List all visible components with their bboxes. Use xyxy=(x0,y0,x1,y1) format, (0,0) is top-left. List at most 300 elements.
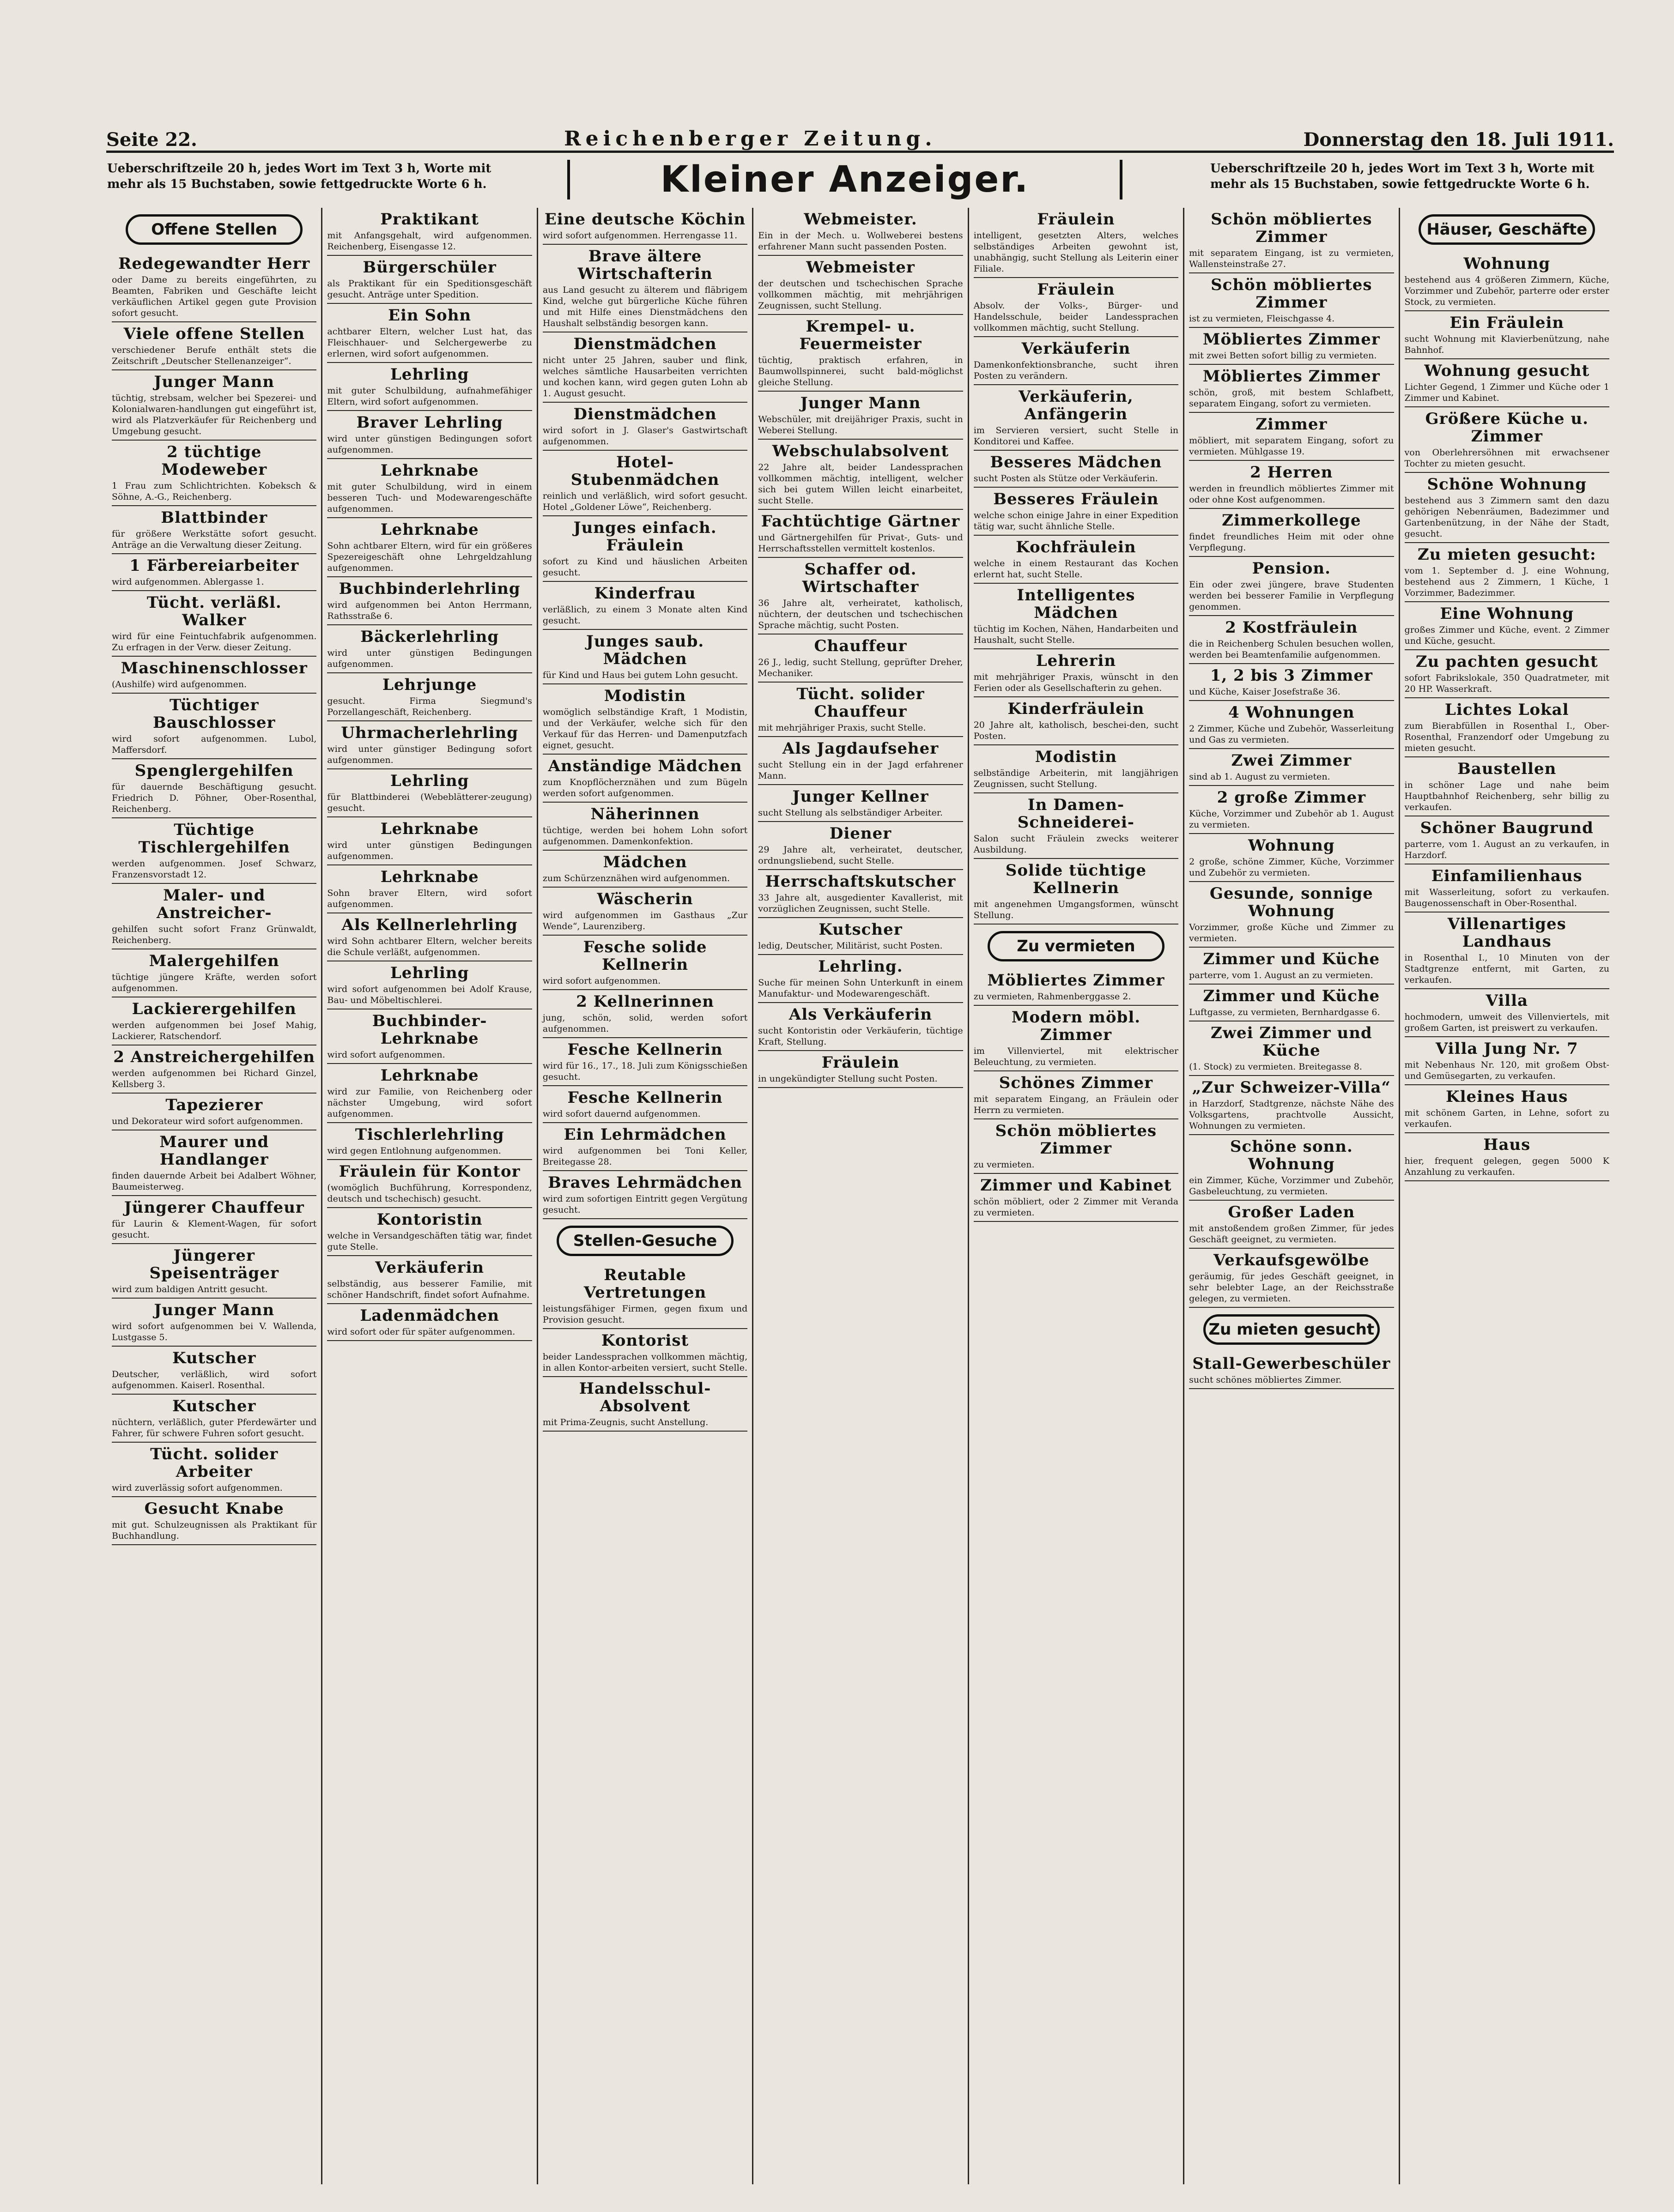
ad-text: tüchtig, strebsam, welcher bei Spezerei- und Kolonialwaren-handlungen gut eingeführt ist, wird als Platzverkäufer für Reichenberg und Umgebung gesucht. xyxy=(112,393,317,436)
ad-text: wird aufgenommen bei Toni Keller, Breitegasse 28. xyxy=(542,1146,748,1167)
classified-ad xyxy=(758,822,963,870)
ad-text: wird für 16., 17., 18. Juli zum Königsschießen gesucht. xyxy=(542,1061,748,1082)
ad-heading: Besseres Mädchen xyxy=(990,453,1162,471)
ad-heading: Zimmer xyxy=(1256,415,1328,434)
ad-heading: Schöner Baugrund xyxy=(1420,819,1594,837)
ad-text: Suche für meinen Sohn Unterkunft in einem Manufaktur- und Modewarengeschäft. xyxy=(758,978,963,999)
ad-text: mit Prima-Zeugnis, sucht Anstellung. xyxy=(542,1417,709,1427)
ad-text: wird unter günstigen Bedingungen sofort aufgenommen. xyxy=(327,434,532,455)
ad-text: wird sofort in J. Glaser's Gastwirtschaft aufgenommen. xyxy=(542,425,748,447)
ad-heading: Ein Lehrmädchen xyxy=(564,1125,727,1144)
ad-text: wird sofort aufgenommen. xyxy=(542,976,661,986)
classified-ad xyxy=(1405,1037,1609,1085)
ad-text: und Küche, Kaiser Josefstraße 36. xyxy=(1189,687,1340,697)
ad-heading: Modern möbl. Zimmer xyxy=(1011,1008,1141,1044)
ad-text: womöglich selbständige Kraft, 1 Modistin, und der Verkäufer, welche sich für den Verkauf für das Herren- und Damenputzfach eignet, gesucht. xyxy=(542,707,748,750)
ad-text: für dauernde Beschäftigung gesucht. Friedrich D. Pöhner, Ober-Rosenthal, Reichenberg. xyxy=(112,782,317,814)
classified-ad xyxy=(758,918,963,955)
column-3 xyxy=(538,208,753,2184)
classified-ad xyxy=(543,245,747,332)
ad-text: (Aushilfe) wird aufgenommen. xyxy=(112,679,247,689)
ad-heading: 2 tüchtige Modeweber xyxy=(161,443,267,479)
rate-note-right: Ueberschriftzeile 20 h, jedes Wort im Text 3 h, Worte mit mehr als 15 Buchstaben, sowie fettgedruckte Worte 6 h. xyxy=(1210,162,1595,191)
ad-heading: Tüchtige Tischlergehilfen xyxy=(138,821,290,857)
ad-heading: Lehrknabe xyxy=(380,820,479,838)
ad-heading: Solide tüchtige Kellnerin xyxy=(1005,861,1146,897)
classified-ad xyxy=(543,1038,747,1086)
ad-heading: Villenartiges Landhaus xyxy=(1447,915,1566,951)
ad-text: parterre, vom 1. August an zu verkaufen, in Harzdorf. xyxy=(1404,839,1609,860)
ad-text: mit Nebenhaus Nr. 120, mit großem Obst- und Gemüsegarten, zu verkaufen. xyxy=(1404,1060,1609,1081)
ad-heading: Haus xyxy=(1483,1136,1531,1154)
ad-heading: Anständige Mädchen xyxy=(548,757,742,775)
ad-text: mit mehrjähriger Praxis, sucht Stelle. xyxy=(758,723,926,733)
newspaper-name: Reichenberger Zeitung. xyxy=(564,127,937,151)
ad-text: zu vermieten, Rahmenberggasse 2. xyxy=(973,991,1131,1002)
ad-heading: Kleines Haus xyxy=(1446,1088,1568,1106)
column-2 xyxy=(322,208,538,2184)
classified-ad xyxy=(1405,252,1609,311)
ad-heading: Maschinenschlosser xyxy=(121,659,308,677)
ad-text: mit guter Schulbildung, wird in einem besseren Tuch- und Modewarengeschäfte aufgenommen. xyxy=(327,482,532,514)
ad-text: schön möbliert, oder 2 Zimmer mit Veranda zu vermieten. xyxy=(973,1197,1179,1218)
classified-ad xyxy=(543,1329,747,1377)
ad-text: Luftgasse, zu vermieten, Bernhardgasse 6. xyxy=(1189,1007,1380,1017)
classified-ad xyxy=(543,1263,747,1329)
classified-ad xyxy=(327,625,532,673)
ad-heading: Fräulein für Kontor xyxy=(339,1162,521,1181)
ad-heading: Lichtes Lokal xyxy=(1444,701,1569,719)
classified-ad xyxy=(327,769,532,817)
ad-heading: Junges einfach. Fräulein xyxy=(573,519,717,555)
ad-heading: Möbliertes Zimmer xyxy=(1202,367,1380,386)
ad-text: sucht Wohnung mit Klavierbenützung, nahe Bahnhof. xyxy=(1404,334,1609,355)
ad-heading: Kutscher xyxy=(172,1397,256,1415)
ad-heading: Pension. xyxy=(1252,559,1331,578)
ad-heading: Lehrling xyxy=(390,772,469,790)
ad-heading: Malergehilfen xyxy=(149,952,279,970)
ad-heading: Eine deutsche Köchin xyxy=(544,210,746,229)
ad-heading: Schönes Zimmer xyxy=(999,1074,1153,1092)
classified-ad xyxy=(112,506,316,554)
ad-text: werden aufgenommen bei Josef Mahig, Lackierer, Ratschendorf. xyxy=(112,1020,317,1041)
classified-ad xyxy=(543,208,747,245)
ad-heading: 2 Herren xyxy=(1250,463,1333,482)
section-heading-box: Zu mieten gesucht xyxy=(1203,1314,1380,1345)
ad-text: wird sofort aufgenommen. Lubol, Maffersdorf. xyxy=(112,734,317,755)
page-number: Seite 22. xyxy=(106,129,197,151)
ad-text: Sohn braver Eltern, wird sofort aufgenommen. xyxy=(327,888,532,909)
ad-text: Deutscher, verläßlich, wird sofort aufgenommen. Kaiserl. Rosenthal. xyxy=(112,1369,317,1390)
classified-ad xyxy=(543,451,747,516)
classified-ad xyxy=(1189,1352,1394,1389)
ad-heading: Reutable Vertretungen xyxy=(583,1266,707,1302)
ad-heading: Zu mieten gesucht: xyxy=(1417,545,1596,564)
ad-heading: Fachtüchtige Gärtner xyxy=(761,512,960,531)
classified-ad xyxy=(327,721,532,769)
classified-ad xyxy=(974,1174,1178,1222)
ad-heading: Fesche solide Kellnerin xyxy=(583,938,707,974)
ad-text: nicht unter 25 Jahren, sauber und flink, welches sämtliche Hausarbeiten verrichten und kochen kann, wird gegen guten Lohn ab 1. August gesucht. xyxy=(542,355,748,399)
classified-ad xyxy=(974,536,1178,584)
classified-ad xyxy=(327,363,532,411)
classified-ad xyxy=(1189,1201,1394,1249)
ad-heading: Wohnung xyxy=(1248,836,1335,855)
classified-ad xyxy=(1405,698,1609,757)
ad-heading: Schaffer od. Wirtschafter xyxy=(802,560,919,596)
ad-text: der deutschen und tschechischen Sprache vollkommen mächtig, mit mehrjährigen Zeugnissen, sucht Stellung. xyxy=(758,278,963,311)
ad-heading: Schön möbliertes Zimmer xyxy=(1211,276,1372,312)
classified-ad xyxy=(112,370,316,441)
classified-ad xyxy=(1405,864,1609,913)
classified-ad xyxy=(112,1130,316,1196)
classified-ad xyxy=(1189,616,1394,664)
ad-text: verläßlich, zu einem 3 Monate alten Kind gesucht. xyxy=(542,604,748,626)
ad-heading: Lehrjunge xyxy=(382,676,477,694)
ad-text: sucht schönes möbliertes Zimmer. xyxy=(1189,1375,1342,1385)
ad-text: sucht Posten als Stütze oder Verkäuferin. xyxy=(973,473,1158,483)
classified-ad xyxy=(327,1256,532,1304)
column-7 xyxy=(1400,208,1614,2184)
classified-ad xyxy=(1405,1133,1609,1181)
ad-text: wird unter günstigen Bedingungen aufgenommen. xyxy=(327,840,532,861)
ad-heading: Wohnung gesucht xyxy=(1424,362,1590,380)
classified-ad xyxy=(1405,473,1609,543)
classified-ad xyxy=(112,657,316,694)
ad-heading: Viele offene Stellen xyxy=(123,325,305,343)
ad-text: leistungsfähiger Firmen, gegen fixum und Provision gesucht. xyxy=(542,1304,748,1325)
ad-text: findet freundliches Heim mit oder ohne Verpflegung. xyxy=(1189,532,1394,553)
section-heading-box: Stellen-Gesuche xyxy=(557,1226,733,1256)
classified-ad xyxy=(974,584,1178,649)
ad-heading: Schön möbliertes Zimmer xyxy=(995,1122,1157,1158)
ad-text: schön, groß, mit bestem Schlafbett, separatem Eingang, sofort zu vermieten. xyxy=(1189,387,1394,409)
classified-ad xyxy=(543,332,747,403)
ad-heading: Junger Kellner xyxy=(792,787,929,806)
ad-heading: Einfamilienhaus xyxy=(1431,867,1583,885)
classified-ad xyxy=(1189,413,1394,461)
classified-ad xyxy=(1189,834,1394,882)
ad-heading: Buchbinderlehrling xyxy=(339,580,521,598)
ad-text: wird für eine Feintuchfabrik aufgenommen. Zu erfragen in der Verw. dieser Zeitung. xyxy=(112,631,317,653)
classified-ad xyxy=(1189,208,1394,273)
ad-heading: Lehrling xyxy=(390,365,469,384)
ad-text: die in Reichenberg Schulen besuchen wollen, werden bei Beamtenfamilie aufgenommen. xyxy=(1189,639,1394,660)
classified-ad xyxy=(974,488,1178,536)
ad-text: welche in Versandgeschäften tätig war, findet gute Stelle. xyxy=(327,1231,532,1252)
ad-text: werden aufgenommen. Josef Schwarz, Franzensvorstadt 12. xyxy=(112,858,317,880)
classified-ad xyxy=(112,694,316,759)
classified-ad xyxy=(1189,786,1394,834)
ad-heading: Lehrknabe xyxy=(380,868,479,886)
classified-ad xyxy=(758,1051,963,1088)
ad-heading: Villa xyxy=(1486,991,1528,1010)
classified-ad xyxy=(112,1443,316,1497)
ad-text: sucht Stellung als selbständiger Arbeiter. xyxy=(758,808,943,818)
classified-ad xyxy=(1189,1021,1394,1076)
classified-ad xyxy=(543,582,747,630)
ad-text: wird sofort oder für später aufgenommen. xyxy=(327,1327,516,1337)
ad-heading: Uhrmacherlehrling xyxy=(341,724,519,742)
ad-text: wird unter günstigen Bedingungen aufgenommen. xyxy=(327,648,532,669)
ad-text: mit zwei Betten sofort billig zu vermieten. xyxy=(1189,351,1377,361)
classified-ad xyxy=(1405,407,1609,473)
ad-text: 2 große, schöne Zimmer, Küche, Vorzimmer und Zubehör zu vermieten. xyxy=(1189,857,1394,878)
classified-ad xyxy=(974,649,1178,697)
classified-ad xyxy=(112,949,316,997)
ad-text: (1. Stock) zu vermieten. Breitegasse 8. xyxy=(1189,1062,1362,1072)
ad-heading: Fräulein xyxy=(1037,210,1115,229)
ad-text: ledig, Deutscher, Militärist, sucht Posten. xyxy=(758,941,943,951)
column-4 xyxy=(753,208,969,2184)
ad-heading: Tapezierer xyxy=(165,1096,263,1114)
ad-heading: „Zur Schweizer-Villa“ xyxy=(1192,1078,1391,1097)
classified-ad xyxy=(1189,882,1394,948)
ad-text: wird aufgenommen im Gasthaus „Zur Wende“, Laurenziberg. xyxy=(542,910,748,931)
classified-ad xyxy=(543,684,747,755)
ad-heading: Lackierergehilfen xyxy=(132,1000,297,1018)
ad-text: wird sofort aufgenommen. xyxy=(327,1050,445,1060)
classified-ad xyxy=(112,591,316,657)
ad-heading: Krempel- u. Feuermeister xyxy=(799,317,922,353)
ad-heading: Redegewandter Herr xyxy=(118,254,310,273)
ad-heading: Möbliertes Zimmer xyxy=(987,971,1165,990)
classified-ad xyxy=(112,1395,316,1443)
ad-text: zum Schürzenznähen wird aufgenommen. xyxy=(542,873,730,883)
ad-heading: Verkäuferin, Anfängerin xyxy=(1019,387,1134,423)
column-5 xyxy=(969,208,1184,2184)
ad-heading: Zimmer und Kabinet xyxy=(980,1176,1172,1195)
ad-text: 1 Frau zum Schlichtrichten. Kobeksch & Söhne, A.-G., Reichenberg. xyxy=(112,481,317,502)
classified-ad xyxy=(327,817,532,865)
ad-heading: Brave ältere Wirtschafterin xyxy=(577,247,713,283)
ad-heading: Als Jagdaufseher xyxy=(782,739,939,758)
ad-text: sofort zu Kind und häuslichen Arbeiten gesucht. xyxy=(542,556,748,578)
classified-ad xyxy=(327,1123,532,1160)
ad-heading: Chauffeur xyxy=(814,637,907,655)
ad-text: in Rosenthal I., 10 Minuten von der Stadtgrenze entfernt, mit Garten, zu verkaufen. xyxy=(1404,953,1609,985)
ad-text: mit schönem Garten, in Lehne, sofort zu verkaufen. xyxy=(1404,1108,1609,1129)
ad-heading: Maler- und Anstreicher- xyxy=(156,886,272,922)
classified-ad xyxy=(112,441,316,506)
ad-text: reinlich und verläßlich, wird sofort gesucht. Hotel „Goldener Löwe“, Reichenberg. xyxy=(542,491,748,512)
ad-heading: 2 Anstreichergehilfen xyxy=(113,1048,315,1066)
ad-heading: Tücht. solider Arbeiter xyxy=(150,1445,279,1481)
classified-ad xyxy=(1189,557,1394,616)
ad-text: zum Bierabfüllen in Rosenthal I., Ober-Rosenthal, Franzendorf oder Umgebung zu mieten gesucht. xyxy=(1404,721,1609,753)
classified-ad xyxy=(543,1086,747,1123)
classified-ad xyxy=(1189,1249,1394,1308)
ad-heading: Tücht. solider Chauffeur xyxy=(796,685,925,721)
ad-text: vom 1. September d. J. eine Wohnung, bestehend aus 2 Zimmern, 1 Küche, 1 Vorzimmer, Badezimmer. xyxy=(1404,566,1609,598)
classified-ad xyxy=(543,516,747,582)
ad-text: wird gegen Entlohnung aufgenommen. xyxy=(327,1146,501,1156)
ad-text: intelligent, gesetzten Alters, welches selbständiges Arbeiten gewohnt ist, unabhängig, sucht Stellung als Leiterin einer Filiale. xyxy=(973,230,1179,274)
ad-text: im Servieren versiert, sucht Stelle in Konditorei und Kaffee. xyxy=(973,425,1179,447)
classified-ad xyxy=(1189,749,1394,786)
classified-ad xyxy=(974,1119,1178,1174)
ad-text: werden in freundlich möbliertes Zimmer mit oder ohne Kost aufgenommen. xyxy=(1189,483,1394,505)
ad-text: 36 Jahre alt, verheiratet, katholisch, nüchtern, der deutschen und tschechischen Sprache mächtig, sucht Posten. xyxy=(758,598,963,630)
ad-text: selbständig, aus besserer Familie, mit schöner Handschrift, findet sofort Aufnahme. xyxy=(327,1279,532,1300)
ad-heading: Als Kellnerlehrling xyxy=(341,916,518,934)
ad-heading: Webmeister. xyxy=(804,210,917,229)
ad-text: Ein oder zwei jüngere, brave Studenten werden bei besserer Familie in Verpflegung genommen. xyxy=(1189,580,1394,612)
ad-text: beider Landessprachen vollkommen mächtig, in allen Kontor-arbeiten versiert, sucht Stelle. xyxy=(542,1352,748,1373)
ad-text: zum Knopflöcherznähen und zum Bügeln werden sofort aufgenommen. xyxy=(542,777,748,798)
classified-ad xyxy=(112,884,316,949)
ad-heading: 2 Kostfräulein xyxy=(1225,618,1358,637)
ad-heading: Gesucht Knabe xyxy=(144,1499,284,1518)
ad-text: hochmodern, umweit des Villenviertels, mit großem Garten, ist preiswert zu verkaufen. xyxy=(1404,1012,1609,1033)
classified-ad xyxy=(112,1196,316,1244)
classified-ad xyxy=(1189,985,1394,1021)
section-title: Kleiner Anzeiger. xyxy=(660,159,1030,200)
ad-text: jung, schön, solid, werden sofort aufgenommen. xyxy=(542,1013,748,1034)
ad-text: wird sofort aufgenommen bei Adolf Krause, Bau- und Möbeltischlerei. xyxy=(327,984,532,1005)
classified-ad xyxy=(758,558,963,635)
ad-heading: Praktikant xyxy=(380,210,479,229)
classified-ad xyxy=(112,1244,316,1299)
classified-ad xyxy=(758,392,963,440)
classified-ad xyxy=(543,403,747,451)
classified-ad xyxy=(974,337,1178,385)
ad-heading: Handelsschul-Absolvent xyxy=(579,1379,711,1415)
ad-text: 22 Jahre alt, beider Landessprachen vollkommen mächtig, intelligent, welcher sich bei gutem Willen leicht einarbeitet, sucht Stelle. xyxy=(758,462,963,506)
ad-heading: Kontoristin xyxy=(376,1210,483,1229)
classified-ad xyxy=(327,865,532,913)
classified-ad xyxy=(1189,461,1394,509)
ad-heading: Fesche Kellnerin xyxy=(567,1040,723,1059)
classified-ad xyxy=(758,510,963,558)
section-title-box xyxy=(567,160,1122,199)
ad-heading: Spenglergehilfen xyxy=(134,762,294,780)
ad-text: 33 Jahre alt, ausgedienter Kavallerist, mit vorzüglichen Zeugnissen, sucht Stelle. xyxy=(758,893,963,914)
ad-text: 26 J., ledig, sucht Stellung, geprüfter Dreher, Mechaniker. xyxy=(758,657,963,678)
column-6 xyxy=(1184,208,1400,2184)
classified-ad xyxy=(1405,757,1609,816)
ad-heading: Webschulabsolvent xyxy=(772,442,949,460)
classified-ad xyxy=(974,385,1178,451)
classified-ad xyxy=(327,256,532,304)
classified-ad xyxy=(327,1208,532,1256)
ad-text: Damenkonfektionsbranche, sucht ihren Posten zu verändern. xyxy=(973,360,1179,381)
ad-heading: Möbliertes Zimmer xyxy=(1202,330,1380,349)
ad-text: Sohn achtbarer Eltern, wird für ein größeres Spezereigeschäft ohne Lehrgeldzahlung aufgenommen. xyxy=(327,541,532,573)
classified-ad xyxy=(112,818,316,884)
classified-ad xyxy=(112,759,316,818)
ad-text: oder Dame zu bereits eingeführten, zu Beamten, Fabriken und Geschäfte leicht verkäuflichen Artikel gegen gute Provision sofort gesucht. xyxy=(112,275,317,318)
classified-ad xyxy=(1405,650,1609,698)
ad-heading: Gesunde, sonnige Wohnung xyxy=(1209,884,1373,920)
ad-heading: Lehrknabe xyxy=(380,520,479,539)
ad-heading: Modistin xyxy=(1035,748,1117,766)
classified-ad xyxy=(974,1071,1178,1119)
ad-text: in ungekündigter Stellung sucht Posten. xyxy=(758,1074,938,1084)
classified-ad xyxy=(112,252,316,322)
classified-ad xyxy=(974,745,1178,793)
classified-ad xyxy=(543,1377,747,1432)
ad-text: wird sofort aufgenommen bei V. Wallenda, Lustgasse 5. xyxy=(112,1321,317,1342)
ad-heading: Bäckerlehrling xyxy=(360,628,499,646)
ad-text: bestehend aus 3 Zimmern samt den dazu gehörigen Nebenräumen, Badezimmer und Gartenbenützung, in der Nähe der Stadt, gesucht. xyxy=(1404,496,1609,539)
ad-text: Lichter Gegend, 1 Zimmer und Küche oder 1 Zimmer und Kabinet. xyxy=(1404,382,1609,403)
ad-heading: Junger Mann xyxy=(800,394,921,412)
classified-ad xyxy=(1405,913,1609,989)
ad-text: gehilfen sucht sofort Franz Grünwaldt, Reichenberg. xyxy=(112,924,317,945)
classified-ad xyxy=(758,1003,963,1051)
classified-ad xyxy=(758,955,963,1003)
classified-ad xyxy=(112,997,316,1046)
ad-heading: 1, 2 bis 3 Zimmer xyxy=(1210,666,1373,685)
ad-heading: Intelligentes Mädchen xyxy=(1017,586,1135,622)
ad-text: mit mehrjähriger Praxis, wünscht in den Ferien oder als Gesellschafterin zu gehen. xyxy=(973,672,1179,693)
classified-ad xyxy=(112,554,316,591)
ad-text: für Laurin & Klement-Wagen, für sofort gesucht. xyxy=(112,1219,317,1240)
classified-ad xyxy=(758,737,963,785)
section-heading-box: Zu vermieten xyxy=(988,931,1164,961)
ad-text: wird zur Familie, von Reichenberg oder nächster Umgebung, wird sofort aufgenommen. xyxy=(327,1087,532,1119)
ad-text: aus Land gesucht zu älterem und fläbrigem Kind, welche gut bürgerliche Küche führen und mit Hilfe eines Dienstmädchens den Haushalt selbständig besorgen kann. xyxy=(542,285,748,328)
ad-heading: Fesche Kellnerin xyxy=(567,1088,723,1107)
ad-heading: Schöne sonn. Wohnung xyxy=(1230,1137,1353,1173)
ad-text: zu vermieten. xyxy=(973,1160,1035,1170)
ad-heading: Jüngerer Speisenträger xyxy=(149,1246,279,1282)
classified-ad xyxy=(974,208,1178,278)
ad-heading: 1 Färbereiarbeiter xyxy=(129,556,299,575)
classified-ad xyxy=(543,990,747,1038)
ad-heading: Wäscherin xyxy=(597,890,693,908)
classified-ad xyxy=(327,304,532,363)
classified-ad xyxy=(543,1123,747,1171)
ad-text: großes Zimmer und Küche, event. 2 Zimmer und Küche, gesucht. xyxy=(1404,625,1609,646)
ad-text: achtbarer Eltern, welcher Lust hat, das Fleischhauer- und Selchergewerbe zu erlernen, wird sofort aufgenommen. xyxy=(327,326,532,359)
ad-text: Küche, Vorzimmer und Zubehör ab 1. August zu vermieten. xyxy=(1189,809,1394,830)
ad-text: sind ab 1. August zu vermieten. xyxy=(1189,772,1330,782)
ad-text: Webschüler, mit dreijähriger Praxis, sucht in Weberei Stellung. xyxy=(758,414,963,435)
ad-text: in schöner Lage und nahe beim Hauptbahnhof Reichenberg, sehr billig zu verkaufen. xyxy=(1404,780,1609,812)
classified-ad xyxy=(1189,509,1394,557)
ad-text: von Oberlehrersöhnen mit erwachsener Tochter zu mieten gesucht. xyxy=(1404,447,1609,469)
ad-heading: Ein Fräulein xyxy=(1450,314,1565,332)
ad-text: und Dekorateur wird sofort aufgenommen. xyxy=(112,1116,303,1126)
ad-heading: Kontorist xyxy=(601,1331,689,1350)
ad-heading: Fräulein xyxy=(1037,280,1115,299)
ad-heading: Lehrling xyxy=(390,964,469,982)
section-heading-box: Häuser, Geschäfte xyxy=(1419,214,1595,245)
ad-heading: Junger Mann xyxy=(154,373,275,391)
ad-heading: Junges saub. Mädchen xyxy=(586,632,704,668)
ad-text: 29 Jahre alt, verheiratet, deutscher, ordnungsliebend, sucht Stelle. xyxy=(758,845,963,866)
ad-heading: Buchbinder-Lehrknabe xyxy=(372,1012,487,1048)
ad-text: wird aufgenommen bei Anton Herrmann, Rathsstraße 6. xyxy=(327,600,532,621)
ad-text: tüchtig im Kochen, Nähen, Handarbeiten und Haushalt, sucht Stelle. xyxy=(973,624,1179,645)
ad-heading: Größere Küche u. Zimmer xyxy=(1425,410,1589,446)
ad-heading: Mädchen xyxy=(603,853,687,871)
classified-ad xyxy=(327,913,532,961)
classified-ad xyxy=(543,851,747,888)
ad-text: mit separatem Eingang, ist zu vermieten, Wallensteinstraße 27. xyxy=(1189,248,1394,269)
ad-text: für größere Werkstätte sofort gesucht. Anträge an die Verwaltung dieser Zeitung. xyxy=(112,529,317,550)
classified-ad xyxy=(543,630,747,684)
classified-columns xyxy=(107,208,1614,2184)
ad-text: ist zu vermieten, Fleischgasse 4. xyxy=(1189,314,1335,324)
ad-heading: Lehrling. xyxy=(818,957,903,976)
classified-ad xyxy=(1189,701,1394,749)
column-1 xyxy=(107,208,322,2184)
ad-text: ein Zimmer, Küche, Vorzimmer und Zubehör, Gasbeleuchtung, zu vermieten. xyxy=(1189,1175,1394,1197)
ad-text: sofort Fabrikslokale, 350 Quadratmeter, mit 20 HP. Wasserkraft. xyxy=(1404,673,1609,694)
